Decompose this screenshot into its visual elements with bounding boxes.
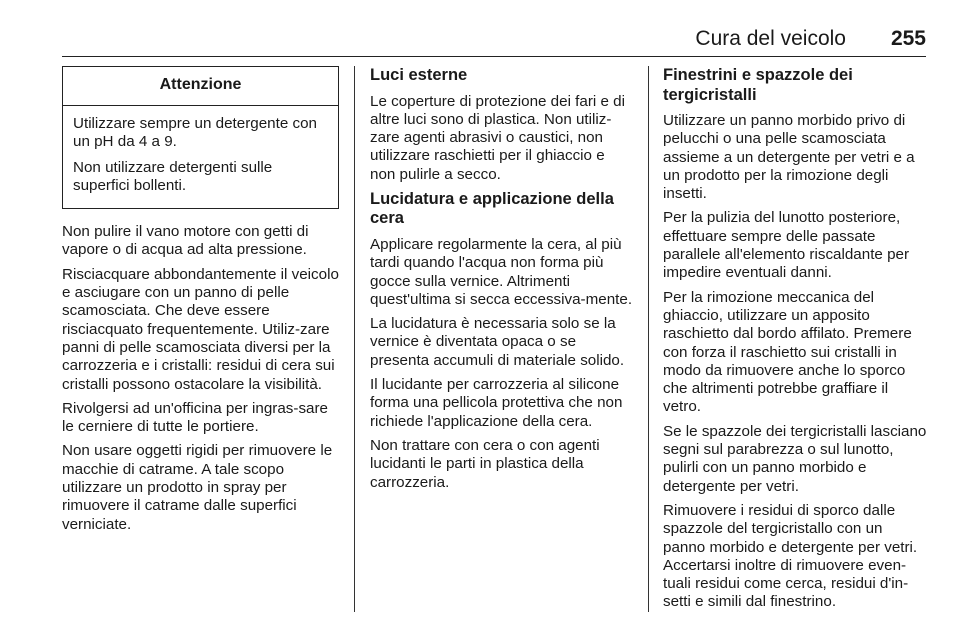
body-paragraph: Non trattare con cera o con agenti lucidanti le parti in plastica della carrozzeria. <box>370 436 600 491</box>
body-paragraph: Rimuovere i residui di sporco dalle spazzole del tergicristallo con un panno morbido e detergente per vetri. Accertarsi inoltre di rimuovere even-tuali residui come cerca, residui d'in-setti e simili dal finestrino. <box>663 501 918 611</box>
warning-paragraph: Utilizzare sempre un detergente con un pH da 4 a 9. <box>73 115 317 151</box>
section-title: Cura del veicolo <box>695 27 846 50</box>
header-rule <box>62 56 926 57</box>
column-left <box>62 66 339 540</box>
body-paragraph: La lucidatura è necessaria solo se la vernice è diventata opaca o se presenta accumuli di materiale solido. <box>370 315 625 369</box>
body-paragraph: Non usare oggetti rigidi per rimuovere le macchie di catrame. A tale scopo utilizzare un prodotto in spray per rimuovere il catrame dalle superfici verniciate. <box>62 442 333 533</box>
section-heading: Finestrini e spazzole dei tergicristalli <box>663 66 853 104</box>
warning-paragraph: Non utilizzare detergenti sulle superfici bollenti. <box>73 158 273 194</box>
warning-body <box>63 106 338 208</box>
column-middle <box>370 66 633 498</box>
warning-box <box>62 66 339 209</box>
section-heading: Lucidatura e applicazione della cera <box>370 189 614 228</box>
body-paragraph: Il lucidante per carrozzeria al silicone forma una pellicola protettiva che non richiede l'applicazione della cera. <box>370 376 623 430</box>
page-number: 255 <box>890 27 926 50</box>
body-paragraph: Le coperture di protezione dei fari e di altre luci sono di plastica. Non utiliz-zare agenti abrasivi o caustici, non utilizzare raschietti per il ghiaccio e non pulirle a secco. <box>370 92 625 183</box>
body-paragraph: Non pulire il vano motore con getti di vapore o di acqua ad alta pressione. <box>62 223 309 259</box>
page-header <box>62 26 926 56</box>
body-paragraph: Applicare regolarmente la cera, al più tardi quando l'acqua non forma più gocce sulla vernice. Altrimenti quest'ultima si secca eccessiva-mente. <box>370 235 633 308</box>
column-right <box>663 66 927 618</box>
warning-title: Attenzione <box>63 67 338 106</box>
body-paragraph: Per la rimozione meccanica del ghiaccio, utilizzare un apposito raschietto dal bordo affilato. Premere con forza il raschietto sui cristalli in modo da rimuovere anche lo sporco che altrimenti potrebbe graffiare il vetro. <box>663 288 912 416</box>
section-heading: Luci esterne <box>370 66 468 84</box>
body-paragraph: Rivolgersi ad un'officina per ingras-sare le cerniere di tutte le portiere. <box>62 399 329 436</box>
body-paragraph: Risciacquare abbondantemente il veicolo e asciugare con un panno di pelle scamosciata. Che deve essere risciacquato frequentemente. Utiliz-zare panni di pelle scamosciata diversi per la carrozzeria e i cristalli: residui di cera sui cristalli possono ostacolare la visibilità. <box>62 265 339 393</box>
body-paragraph: Se le spazzole dei tergicristalli lasciano segni sul parabrezza o sul lunotto, pulirli con un panno morbido e detergente per vetri. <box>663 422 927 495</box>
body-paragraph: Per la pulizia del lunotto posteriore, effettuare sempre delle passate parallele all'elemento riscaldante per impedire eventuali danni. <box>663 209 910 282</box>
body-paragraph: Utilizzare un panno morbido privo di pelucchi o una pelle scamosciata assieme a un detergente per vetri e a un prodotto per la rimozione degli insetti. <box>663 112 915 203</box>
column-divider <box>354 66 355 612</box>
column-divider <box>648 66 649 612</box>
